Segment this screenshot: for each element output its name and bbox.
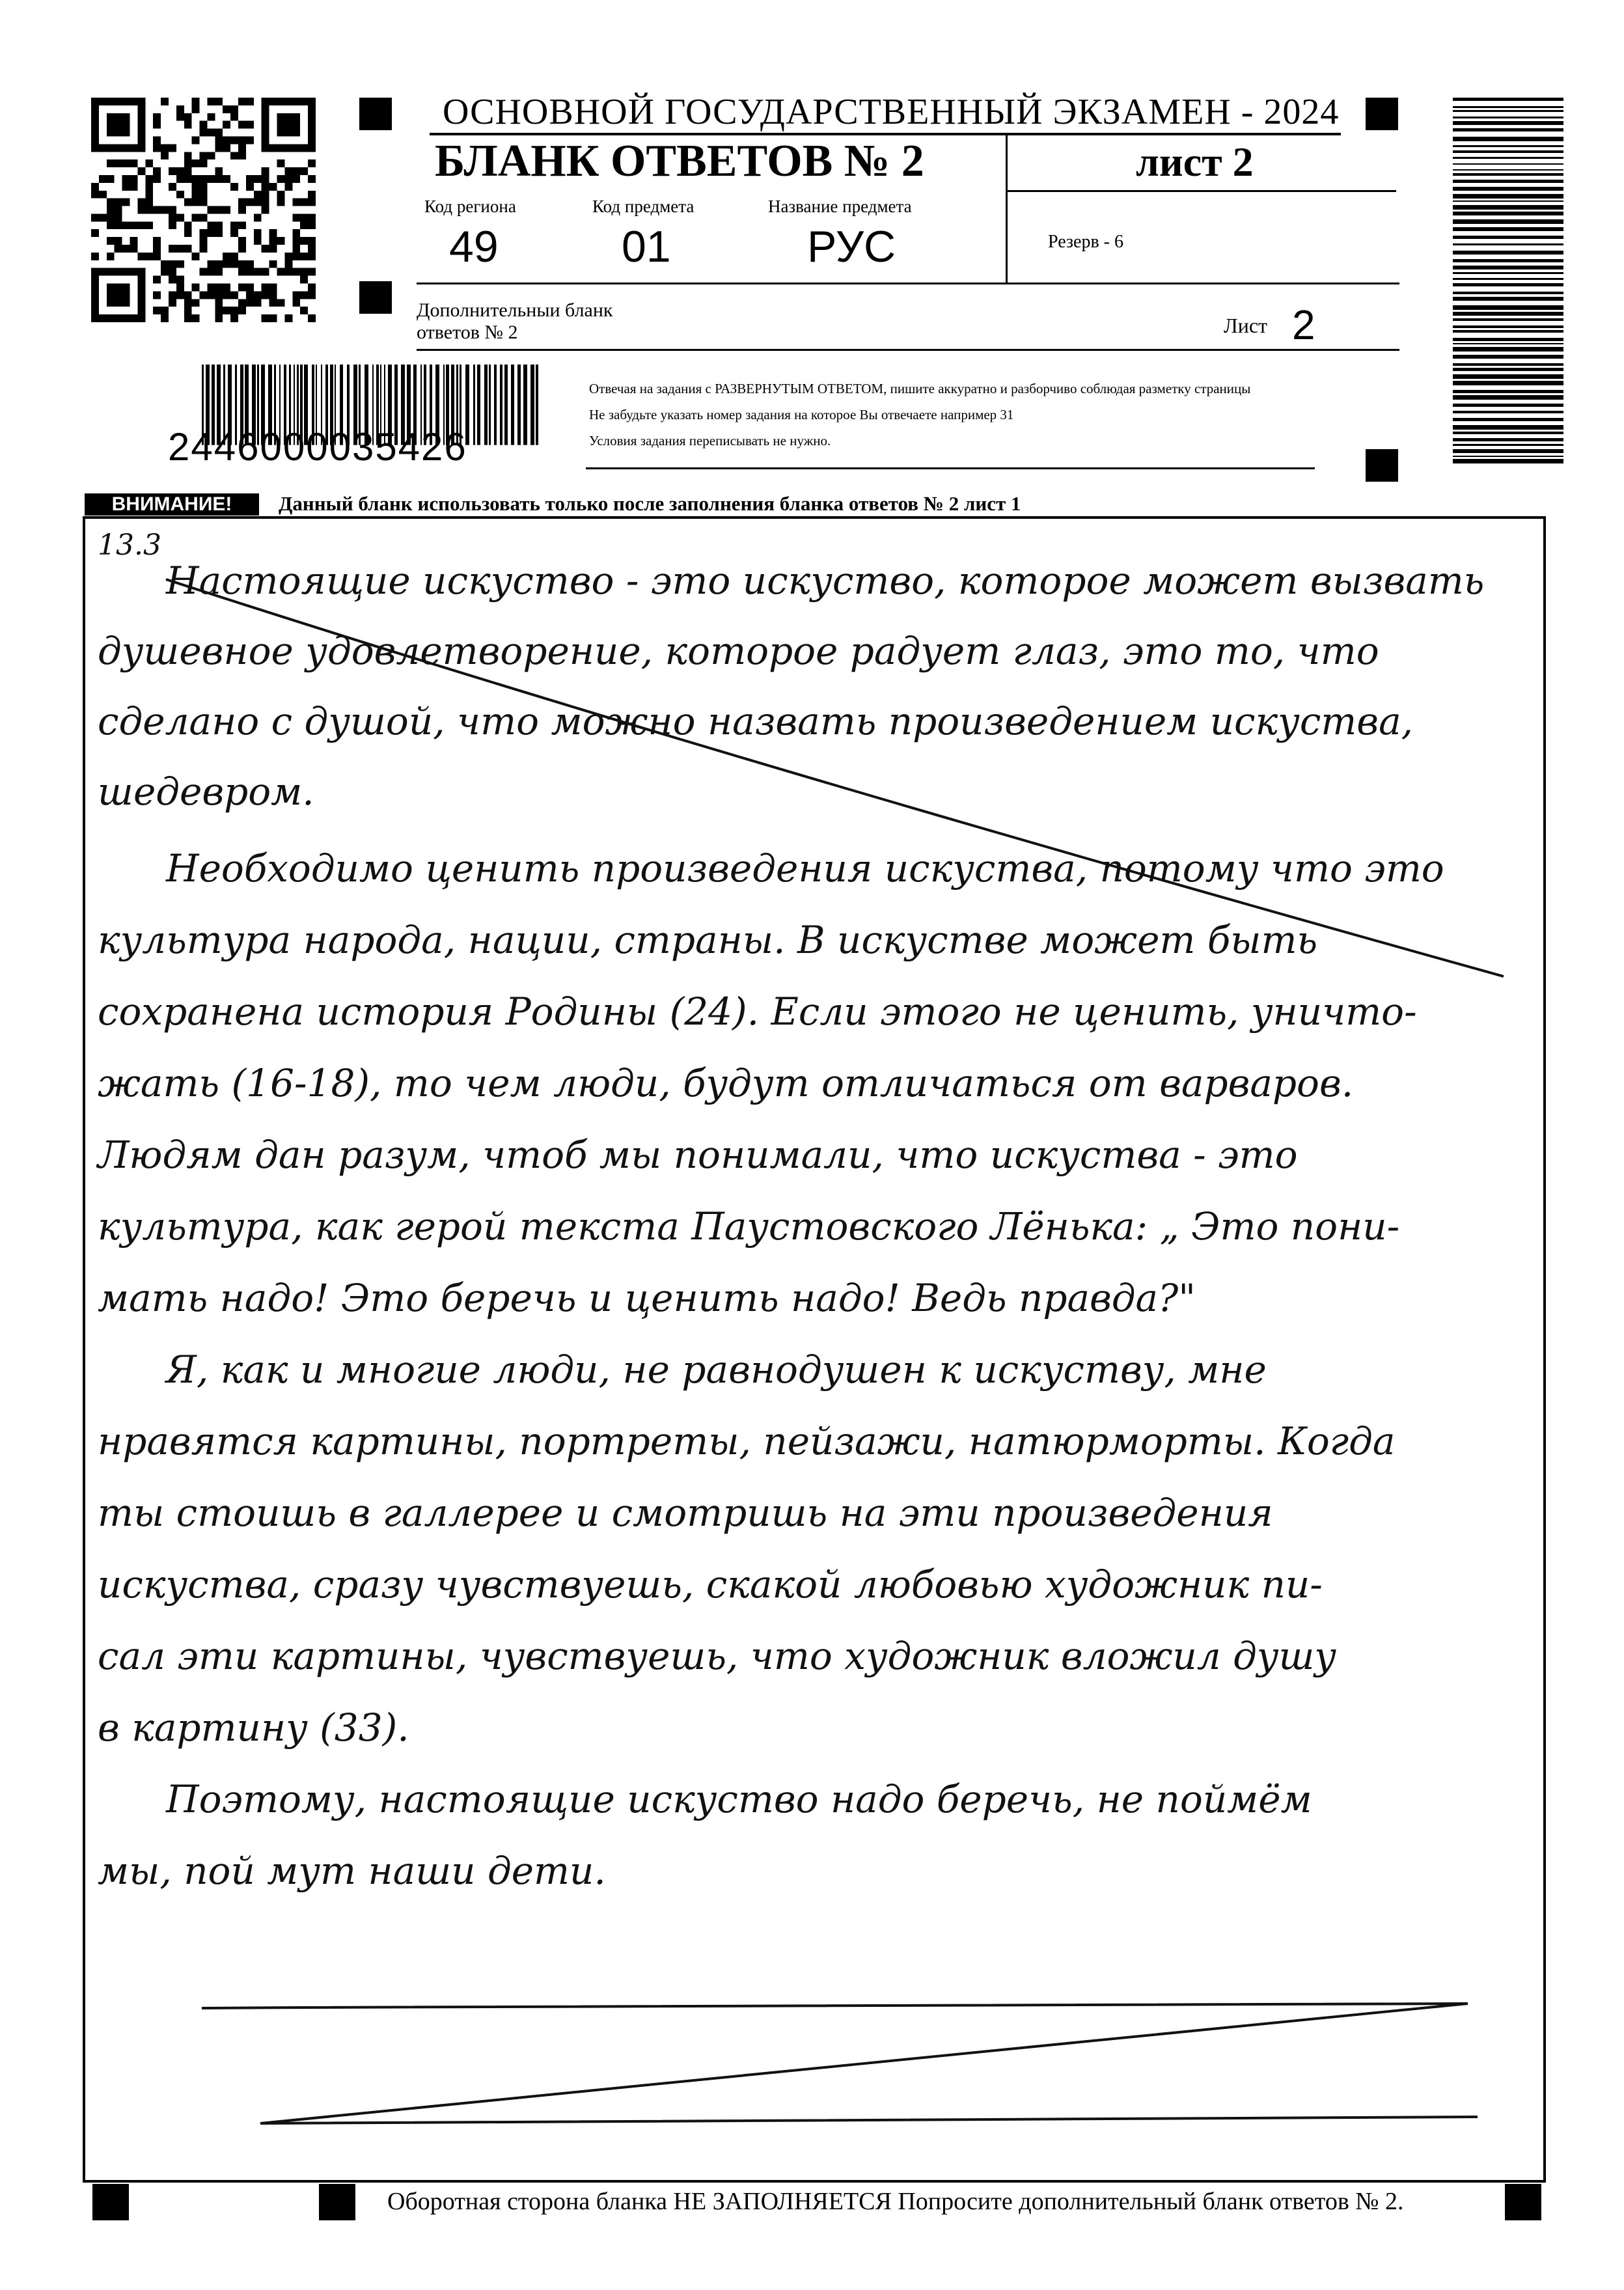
subject-name-value: РУС (807, 222, 896, 271)
answer-line: сал эти картины, чувствуешь, что художник вложил душу (98, 1634, 1337, 1678)
form-title: БЛАНК ОТВЕТОВ № 2 (435, 136, 924, 186)
side-barcode-icon (1453, 98, 1563, 472)
answer-line: мать надо! Это беречь и ценить надо! Ведь правда?" (98, 1276, 1196, 1320)
answer-line: в картину (33). (98, 1705, 409, 1750)
subject-name-label: Название предмета (768, 197, 912, 216)
reserve-label: Резерв - 6 (1048, 232, 1124, 252)
exam-title: ОСНОВНОЙ ГОСУДАРСТВЕННЫЙ ЭКЗАМЕН - 2024 (443, 92, 1340, 132)
barcode-number: 2446000035426 (168, 425, 467, 469)
instruction-line: Отвечая на задания с РАЗВЕРНУТЫМ ОТВЕТОМ, пишите аккуратно и разборчиво соблюдая разметку страницы (589, 381, 1251, 396)
answer-line: Настоящие искуство - это искуство, которое может вызвать (166, 559, 1485, 603)
instruction-line: Условия задания переписывать не нужно. (589, 433, 831, 448)
region-code-value: 49 (449, 222, 499, 271)
registration-mark (359, 98, 392, 130)
answer-line: Я, как и многие люди, не равнодушен к искуству, мне (166, 1347, 1267, 1392)
registration-mark (1505, 2184, 1541, 2220)
attention-text: Данный бланк использовать только после заполнения бланка ответов № 2 лист 1 (279, 492, 1021, 515)
answer-line: культура народа, нации, страны. В искустве может быть (98, 918, 1318, 962)
list-rule (417, 349, 1399, 351)
answer-line: Поэтому, настоящие искуство надо беречь, не поймём (166, 1777, 1312, 1821)
answer-line: ты стоишь в галлерее и смотришь на эти произведения (98, 1491, 1273, 1535)
answer-line: шедевром. (98, 769, 314, 814)
registration-mark (1366, 449, 1398, 482)
answer-line: искуства, сразу чувствуешь, скакой любовью художник пи- (98, 1562, 1323, 1607)
answer-line: душевное удовлетворение, которое радует глаз, это то, что (98, 629, 1379, 673)
instruction-rule (586, 467, 1315, 469)
registration-mark (319, 2184, 355, 2220)
instruction-line: Не забудьте указать номер задания на которое Вы отвечаете например 31 (589, 407, 1014, 422)
answer-line: Людям дан разум, чтоб мы понимали, что искуства - это (98, 1133, 1298, 1177)
registration-mark (1366, 98, 1398, 130)
list-value: 2 (1292, 301, 1315, 348)
list-label: Лист (1224, 314, 1268, 337)
answer-line: Необходимо ценить произведения искуства, потому что это (166, 846, 1444, 890)
answer-line: сделано с душой, что можно назвать произведением искуства, (98, 699, 1414, 743)
answer-line: нравятся картины, портреты, пейзажи, натюрморты. Когда (98, 1419, 1396, 1463)
answer-line: мы, пой мут наши дети. (98, 1849, 606, 1893)
task-number: 13.3 (98, 529, 161, 562)
footer-notice: Оборотная сторона бланка НЕ ЗАПОЛНЯЕТСЯ Попросите дополнительный бланк ответов № 2. (387, 2188, 1404, 2215)
additional-form-label: Дополнительныи бланк ответов № 2 (417, 299, 613, 343)
header-rule (1006, 190, 1396, 192)
registration-mark (92, 2184, 129, 2220)
header-rule (417, 283, 1399, 284)
sheet-title: лист 2 (1136, 139, 1254, 185)
attention-badge: ВНИМАНИЕ! (85, 493, 259, 516)
qr-code-icon (91, 98, 316, 322)
answer-line: сохранена история Родины (24). Если этого не ценить, уничто- (98, 989, 1417, 1034)
subject-code-label: Код предмета (592, 197, 695, 216)
header-divider (1006, 135, 1008, 284)
subject-code-value: 01 (622, 222, 671, 271)
region-code-label: Код региона (424, 197, 516, 216)
answer-line: культура, как герой текста Паустовского Лёнька: „ Это пони- (98, 1204, 1400, 1248)
registration-mark (359, 281, 392, 314)
answer-line: жать (16-18), то чем люди, будут отличаться от варваров. (98, 1061, 1354, 1105)
